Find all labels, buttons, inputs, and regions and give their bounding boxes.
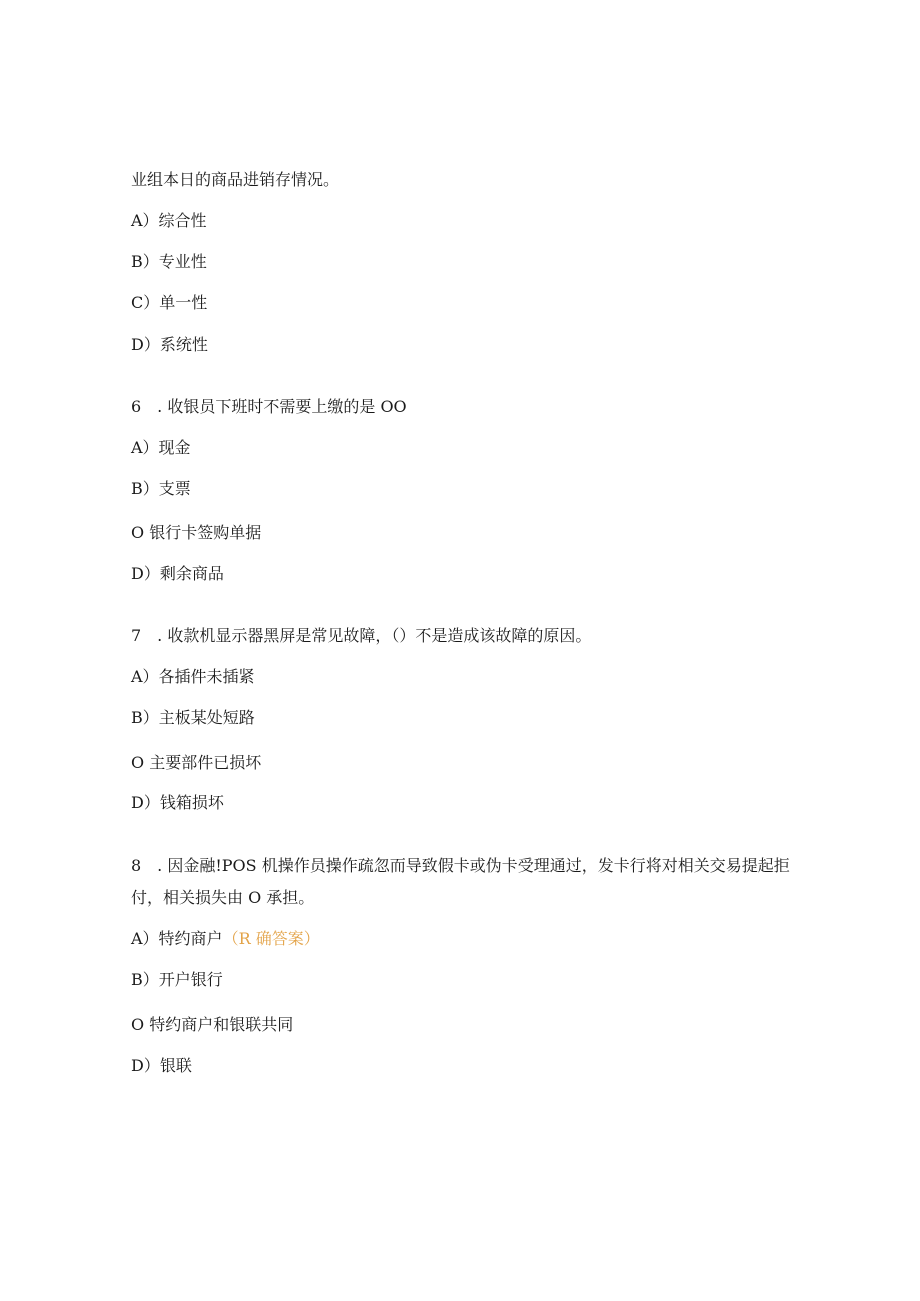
q6-option-b: B）支票	[131, 479, 191, 498]
q8-option-c: O 特约商户和银联共同	[131, 1015, 294, 1034]
intro-line: 业组本日的商品进销存情况。	[131, 170, 340, 189]
q6-option-c: O 银行卡签购单据	[131, 523, 262, 542]
q7-option-d: D）钱箱损坏	[131, 793, 224, 812]
q5-option-c: C）单一性	[131, 293, 208, 312]
q6-question: 6 . 收银员下班时不需要上缴的是 OO	[131, 397, 407, 416]
q5-option-a: A）综合性	[131, 211, 207, 230]
q5-option-d: D）系统性	[131, 335, 208, 354]
q8-option-a	[131, 928, 320, 950]
q7-option-b: B）主板某处短路	[131, 708, 255, 727]
q7-option-c: O 主要部件已损坏	[131, 753, 262, 772]
answer-note: （R 确答案）	[222, 929, 320, 948]
q5-option-b: B）专业性	[131, 252, 207, 271]
q6-option-d: D）剩余商品	[131, 564, 224, 583]
q8-option-a-label: A）特约商户	[131, 929, 223, 948]
q7-question: 7 . 收款机显示器黑屏是常见故障，（）不是造成该故障的原因。	[131, 626, 592, 645]
q8-question: 8 . 因金融!POS 机操作员操作疏忽而导致假卡或伪卡受理通过，发卡行将对相关交易提起拒付，相关损失由 O 承担。	[131, 856, 790, 907]
q7-option-a: A）各插件未插紧	[131, 667, 255, 686]
q8-option-d: D）银联	[131, 1056, 192, 1075]
q8-option-b: B）开户银行	[131, 970, 223, 989]
q6-option-a: A）现金	[131, 438, 191, 457]
